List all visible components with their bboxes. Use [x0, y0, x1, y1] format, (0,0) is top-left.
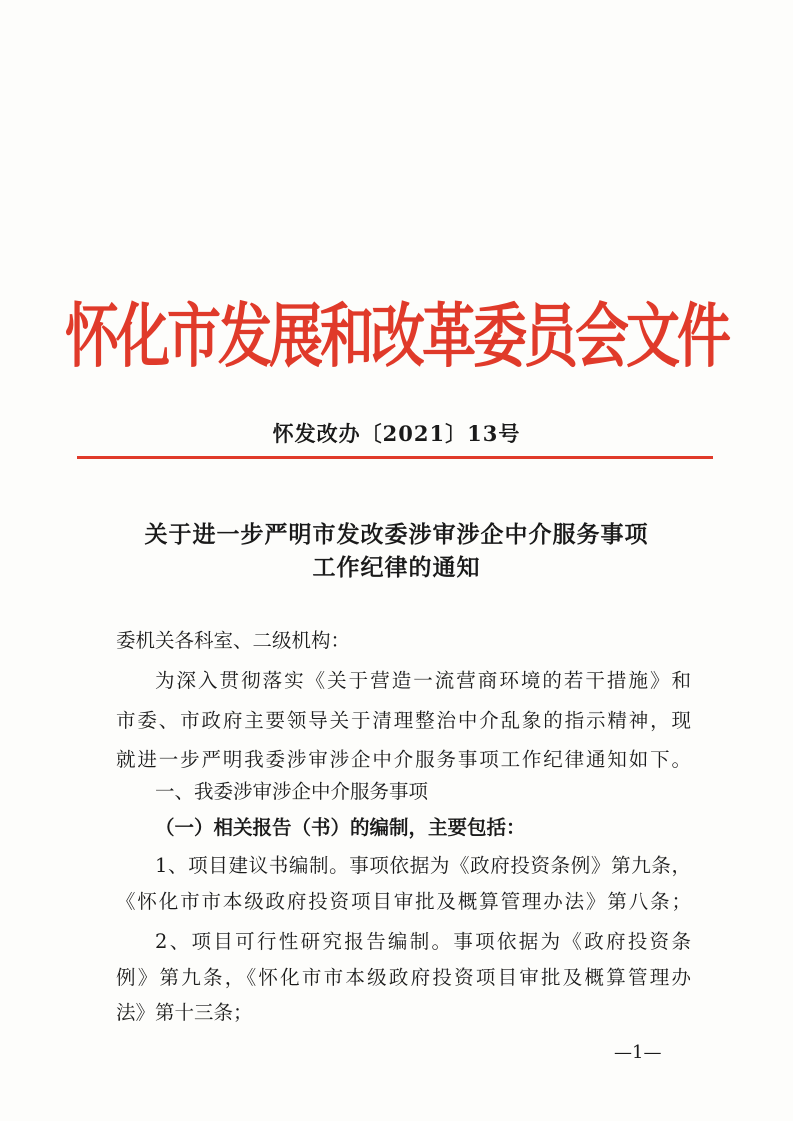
item-2-line-1: 2、项目可行性研究报告编制。事项依据为《政府投资条 — [155, 930, 691, 953]
page-number: —1— — [614, 1042, 662, 1063]
notice-title-line-1: 关于进一步严明市发改委涉审涉企中介服务事项 — [144, 521, 649, 548]
document-number: 怀发改办〔2021〕13号 — [272, 421, 521, 446]
item-2-line-2: 例》第九条，《怀化市市本级政府投资项目审批及概算管理办 — [116, 966, 691, 989]
item-1-line-2: 《怀化市市本级政府投资项目审批及概算管理办法》第八条； — [116, 890, 691, 913]
org-masthead: 怀化市发展和改革委员会文件 — [65, 296, 728, 377]
intro-line-1: 为深入贯彻落实《关于营造一流营商环境的若干措施》和 — [155, 669, 691, 692]
item-2-line-3: 法》第十三条； — [116, 1001, 253, 1024]
intro-line-2: 市委、市政府主要领导关于清理整治中介乱象的指示精神，现 — [116, 709, 691, 732]
item-1-line-1: 1、项目建议书编制。事项依据为《政府投资条例》第九条， — [155, 854, 691, 877]
notice-title-line-2: 工作纪律的通知 — [312, 554, 481, 581]
red-divider-rule — [77, 456, 713, 459]
section-1-heading: 一、我委涉审涉企中介服务事项 — [155, 780, 429, 803]
subsection-1-heading: （一）相关报告（书）的编制，主要包括： — [155, 816, 526, 839]
addressee: 委机关各科室、二级机构： — [116, 629, 351, 652]
intro-line-3: 就进一步严明我委涉审涉企中介服务事项工作纪律通知如下。 — [116, 748, 691, 771]
